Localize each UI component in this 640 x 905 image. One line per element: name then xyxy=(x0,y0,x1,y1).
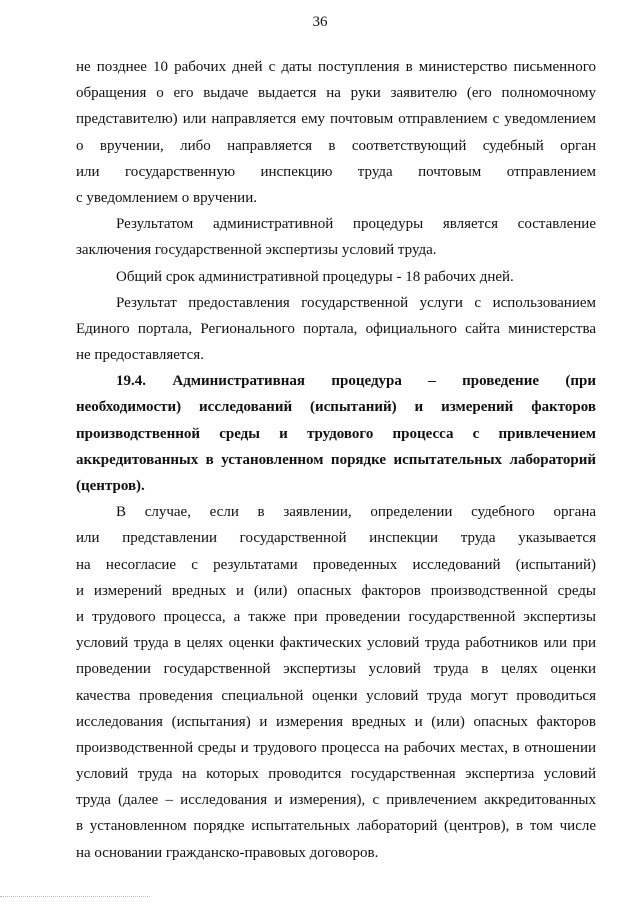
text-line: и измерений вредных и (или) опасных факторов производственной среды xyxy=(76,582,596,599)
text-line: с уведомлением о вручении. xyxy=(76,189,257,206)
section-heading xyxy=(76,368,596,499)
text-line: на несогласие с результатами проведенных исследований (испытаний) xyxy=(76,556,596,573)
text-line: качества проведения специальной оценки условий труда могут проводиться xyxy=(76,687,596,704)
text-line: производственной среды и трудового процесса на рабочих местах, в отношении xyxy=(76,739,596,756)
paragraph xyxy=(76,54,596,211)
text-line: в установленном порядке испытательных лабораторий (центров), в том числе xyxy=(76,818,596,835)
heading-line: аккредитованных в установленном порядке испытательных лабораторий xyxy=(76,451,596,468)
text-line: условий труда на которых проводится государственная экспертиза условий xyxy=(76,766,596,783)
text-line: обращения о его выдаче выдается на руки заявителю (его полномочному xyxy=(76,85,596,102)
text-line: исследования (испытания) и измерения вредных и (или) опасных факторов xyxy=(76,713,596,730)
footer-divider xyxy=(0,896,150,897)
paragraph xyxy=(76,264,596,290)
text-line: не предоставляется. xyxy=(76,347,204,364)
paragraph xyxy=(76,499,596,866)
text-line: не позднее 10 рабочих дней с даты поступления в министерство письменного xyxy=(76,59,596,75)
text-line: о вручении, либо направляется в соответствующий судебный орган xyxy=(76,137,596,154)
text-line: или представлении государственной инспекции труда указывается xyxy=(76,530,596,547)
text-line: Результат предоставления государственной услуги с использованием xyxy=(116,294,596,311)
heading-line: производственной среды и трудового процесса с привлечением xyxy=(76,425,596,442)
text-line: Результатом административной процедуры является составление xyxy=(116,216,596,233)
heading-line: 19.4. Административная процедура – проведение (при xyxy=(116,373,596,390)
text-line: В случае, если в заявлении, определении судебного органа xyxy=(116,504,596,521)
heading-line: (центров). xyxy=(76,478,145,494)
text-line: заключения государственной экспертизы условий труда. xyxy=(76,242,437,259)
text-line: и трудового процесса, а также при проведении государственной экспертизы xyxy=(76,608,596,625)
text-line: проведении государственной экспертизы условий труда в целях оценки xyxy=(76,661,596,678)
text-line: Общий срок административной процедуры - 18 рабочих дней. xyxy=(116,268,514,285)
paragraph xyxy=(76,290,596,369)
text-line: на основании гражданско-правовых договоров. xyxy=(76,844,379,861)
text-line: представителю) или направляется ему почтовым отправлением с уведомлением xyxy=(76,111,596,128)
text-line: Единого портала, Регионального портала, официального сайта министерства xyxy=(76,320,596,337)
page-number: 36 xyxy=(312,14,328,30)
document-body xyxy=(76,54,596,866)
text-line: условий труда в целях оценки фактических условий труда работников или при xyxy=(76,635,596,652)
text-line: труда (далее – исследования и измерения), с привлечением аккредитованных xyxy=(76,792,596,809)
heading-line: необходимости) исследований (испытаний) и измерений факторов xyxy=(76,399,596,416)
paragraph xyxy=(76,211,596,263)
text-line: или государственную инспекцию труда почтовым отправлением xyxy=(76,163,596,180)
